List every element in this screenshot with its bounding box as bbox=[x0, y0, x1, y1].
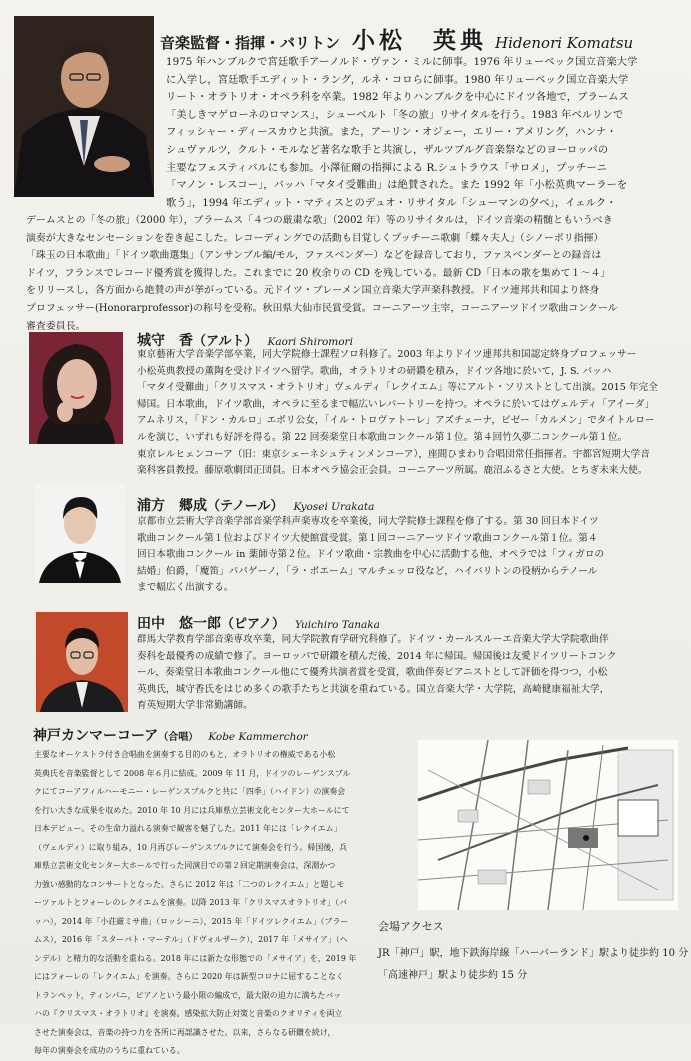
urakata-roman-name: Kyosei Urakata bbox=[293, 501, 375, 513]
venue-map bbox=[418, 740, 678, 910]
komatsu-bio-line: シュヴァルツ，クルト・モルなど著名な歌手と共演し，ザルツブルグ音楽祭などのヨーロッパの bbox=[166, 143, 609, 156]
portrait-tanaka-image bbox=[36, 612, 128, 712]
urakata-bio bbox=[137, 514, 604, 597]
shiromori-bio-line: ルを演じ，いずれも好評を得る。第 22 回奏楽堂日本歌曲コンクール第１位。第４回竹久夢二コンクール第１位。 bbox=[137, 431, 628, 443]
choir-bio-line: 日本デビュー。その生命力溢れる演奏で観客を魅了した。2011 年には「レクイエム」 bbox=[34, 824, 342, 833]
tanaka-bio-line: 奏科を最優秀の成績で修了。ヨーロッパで研鑽を積んだ後，2014 年に帰国。帰国後は友愛ドイツリートコンク bbox=[137, 650, 617, 662]
urakata-bio-line: まで幅広く出演する。 bbox=[137, 582, 234, 594]
access-line-1: JR「神戸」駅，地下鉄海岸線「ハーバーランド」駅より徒歩約 10 分 bbox=[378, 948, 689, 959]
urakata-bio-line: 歌曲コンクール第１位およびドイツ大使館賞受賞。第１回コーニアーツドイツ歌曲コンクール第１位。第４ bbox=[137, 532, 598, 544]
tanaka-part: （ピアノ） bbox=[221, 617, 285, 632]
tanaka-bio-text bbox=[137, 632, 617, 715]
choir-bio-line: 主要なオーケストラ付き合唱曲を演奏する目的のもと，オラトリオの権威である小松 bbox=[34, 750, 336, 759]
urakata-bio-line: 結婚」伯爵，「魔笛」パパゲーノ，「ラ・ボエーム」マルチェッロ役など，ハイバリトンの役柄からテノール bbox=[137, 565, 598, 577]
komatsu-bio bbox=[166, 54, 637, 212]
choir-bio-line: ムス），2016 年「スターバト・マーテル」（ドヴォルザーク），2017 年「メサイア」（ヘ bbox=[34, 935, 348, 944]
choir-bio-line: ンデル）と精力的な活動を重ねる。2018 年には新たな形態での「メサイア」を，2019 年 bbox=[34, 953, 357, 963]
komatsu-bio-line: に入学し，宮廷歌手エディット・ラング，ルネ・コロらに師事。1980 年リューベック国立音楽大学 bbox=[166, 73, 629, 86]
choir-bio-line: 毎年の演奏会を成功のうちに重ねている。 bbox=[34, 1046, 185, 1055]
portrait-urakata-image bbox=[35, 483, 125, 583]
tanaka-roman-name: Yuichiro Tanaka bbox=[294, 619, 380, 631]
komatsu-bio-line: リート・オラトリオ・オペラ科を卒業。1982 年よりハンブルクを中心にドイツ各地で，ブラームス bbox=[166, 91, 629, 104]
shiromori-bio-line: 帰国。日本歌曲，ドイツ歌曲，オペラに至るまで幅広いレパートリーを持つ。オペラに於いてはヴェルディ「アイーダ」 bbox=[137, 398, 655, 410]
tanaka-photo bbox=[36, 612, 128, 712]
choir-bio bbox=[34, 746, 356, 1061]
shiromori-bio-line: 小松英典教授の薫陶を受けドイツへ留学。歌曲，オラトリオの研鑽を積み，ドイツ各地に於いて，J. S. バッハ bbox=[137, 365, 612, 377]
komatsu-bio-line: 歌う」，1994 年エディット・マティスとのデュオ・リサイタル「シューマンの夕べ」，イェルク・ bbox=[166, 196, 617, 209]
choir-bio-line: ハの『クリスマス・オラトリオ』を演奏。感染拡大防止対策と音楽のクオリティを両立 bbox=[34, 1009, 343, 1018]
choir-bio-line: クにてコーアフィルハーモニー・レーゲンスブルクと共に「四季」（ハイドン）の演奏会 bbox=[34, 787, 346, 796]
tanaka-name: 田中 悠一郎 bbox=[137, 616, 221, 632]
komatsu-name: 小松 英典 bbox=[352, 27, 488, 54]
choir-bio-line: （ヴェルディ）に取り組み，10 月再びレーゲンスブルクにて演奏会を行う。帰国後，兵 bbox=[34, 842, 348, 852]
choir-roman-name: Kobe Kammerchor bbox=[208, 731, 308, 743]
shiromori-bio-line: 東京藝術大学音楽学部卒業，同大学院修士課程ソロ科修了。2003 年よりドイツ連邦共和国認定終身プロフェッサー bbox=[137, 349, 637, 360]
access-title: 会場アクセス bbox=[378, 920, 444, 933]
tanaka-bio bbox=[137, 632, 617, 715]
komatsu-header bbox=[160, 22, 633, 55]
choir-bio-line: 力強い感動的なコンサートとなった。さらに 2012 年は「二つのレクイエム」と題しモ bbox=[34, 879, 345, 889]
choir-bio-line: を行い大きな成果を収めた。2010 年 10 月には兵庫県立芸術文化センター大ホールにて bbox=[34, 805, 350, 815]
urakata-header bbox=[137, 495, 374, 515]
choir-bio-text bbox=[34, 746, 356, 1061]
urakata-bio-text bbox=[137, 514, 604, 597]
urakata-name: 浦方 郷成 bbox=[137, 498, 207, 514]
urakata-part: （テノール） bbox=[207, 499, 284, 514]
komatsu-bio-line: 審査委員長。 bbox=[26, 320, 86, 332]
komatsu-bio-line: 「美しきマゲローネのロマンス」，シューベルト「冬の旅」リサイタルを行う。1983 年ベルリンで bbox=[166, 108, 624, 121]
shiromori-roman-name: Kaori Shiromori bbox=[267, 336, 353, 348]
shiromori-photo bbox=[29, 332, 123, 444]
urakata-bio-line: 京都市立芸術大学音楽学部音楽学科声楽専攻を卒業後，同大学院修士課程を修了する。第 30 回日本ドイツ bbox=[137, 516, 599, 527]
komatsu-bio-line: 1975 年ハンブルクで宮廷歌手アーノルド・ヴァン・ミルに師事。1976 年リューベック国立音楽大学 bbox=[166, 56, 638, 68]
access-line-2: 「高速神戸」駅より徒歩約 15 分 bbox=[378, 970, 528, 981]
komatsu-bio-line: ドイツ，フランスでレコード優秀賞を獲得した。これまでに 20 枚余りの CD を残している。最新 CD「日本の歌を集めて１～４」 bbox=[26, 267, 611, 279]
shiromori-bio-text bbox=[137, 347, 658, 480]
choir-bio-line: 庫県立芸術文化センター大ホールで行った同演目での第２回定期演奏会は，深淵かつ bbox=[34, 861, 336, 870]
choir-bio-line: トランペット，ティンパニ，ピアノという最小限の編成で，最大限の迫力に満ちたバッ bbox=[34, 990, 342, 1000]
komatsu-bio-line: プロフェッサー(Honorarprofessor)の称号を受称。秋田県大仙市民賞受賞。コーニアーツ主宰，コーニアーツドイツ歌曲コンクール bbox=[26, 302, 618, 314]
venue-map-graphic bbox=[418, 740, 678, 910]
shiromori-part: （アルト） bbox=[193, 334, 258, 349]
komatsu-photo bbox=[14, 16, 154, 197]
choir-name: 神戸カンマーコーア bbox=[33, 728, 159, 744]
komatsu-bio-line: 演奏が大きなセンセーションを巻き起こした。レコーディングでの活動も目覚しくプッチーニ歌劇「蝶々夫人」（シノーポリ指揮） bbox=[26, 232, 604, 244]
komatsu-bio-line: フィッシャー・ディースカウと共演。また，アーリン・オジェー，エリー・アメリング，ハンナ・ bbox=[166, 126, 617, 139]
urakata-bio-line: 回日本歌曲コンクール in 薬師寺第２位。ドイツ歌曲・宗教曲を中心に活動する他，オペラでは「フィガロの bbox=[137, 549, 605, 561]
komatsu-bio-line: 主要なフェスティバルにも参加。小澤征爾の指揮による R.シュトラウス「サロメ」，プッチーニ bbox=[166, 161, 608, 174]
choir-part: （合唱） bbox=[158, 732, 199, 743]
choir-bio-line: させた演奏会は，音楽の持つ力を各所に再認識させた。以来，さらなる研鑽を続け， bbox=[34, 1027, 336, 1037]
choir-bio-line: ッハ），2014 年「小荘厳ミサ曲」（ロッシーニ），2015 年「ドイツレクイエム」（ブラー bbox=[34, 916, 349, 926]
portrait-komatsu-image bbox=[14, 16, 154, 197]
tanaka-bio-line: 群馬大学教育学部音楽専攻卒業，同大学院教育学研究科修了。ドイツ・カールスルーエ音楽大学大学院歌曲伴 bbox=[137, 634, 609, 645]
komatsu-role: 音楽監督・指揮・バリトン bbox=[160, 34, 341, 52]
komatsu-bio-full bbox=[26, 212, 618, 335]
komatsu-bio-line: 「マノン・レスコー」，バッハ「マタイ受難曲」は絶賛された。また 1992 年「小松英典マーラーを bbox=[166, 179, 628, 192]
komatsu-bio-line: をリリースし，各方面から絶賛の声が挙がっている。元ドイツ・ブレーメン国立音楽大学声楽科教授。ドイツ連邦共和国より終身 bbox=[26, 285, 600, 297]
shiromori-bio-line: 東京レルヒェンコーア（旧：東京シェーネシュティンメンコーア），座間ひまわり合唱団常任指揮者。宇都宮短期大学音 bbox=[137, 448, 650, 460]
shiromori-bio-line: 楽科客員教授。藤原歌劇団正団員。日本オペラ協会正会員。コーニアーツ所属。鹿沼ふるさと大使。とちぎ未来大使。 bbox=[137, 465, 648, 477]
tanaka-bio-line: ール，奏楽堂日本歌曲コンクール他にて優秀共演者賞を受賞，歌曲伴奏ピアニストとして評価を得つつ，小松 bbox=[137, 667, 608, 679]
choir-bio-line: ーツァルトとフォーレのレクイエムを演奏。以降 2013 年「クリスマスオラトリオ」（バ bbox=[34, 898, 348, 907]
komatsu-roman-name: Hidenori Komatsu bbox=[495, 34, 634, 52]
shiromori-name: 城守 香 bbox=[137, 333, 193, 349]
komatsu-bio-line: デームスとの「冬の旅」（2000 年），ブラームス「４つの厳粛な歌」（2002 年）等のリサイタルは，ドイツ音楽の精髄ともいうべき bbox=[26, 215, 613, 226]
tanaka-bio-line: 英典氏，城守香氏をはじめ多くの歌手たちと共演を重ねている。国立音楽大学・大学院，高崎健康福祉大学， bbox=[137, 683, 610, 695]
komatsu-bio-text bbox=[166, 54, 637, 212]
choir-bio-line: 英典氏を音楽監督として 2008 年６月に結成。2009 年 11 月，ドイツのレーゲンスブル bbox=[34, 768, 351, 778]
shiromori-bio-line: アムネリス，「ドン・カルロ」エボリ公女，「イル・トロヴァトーレ」アズチェーナ，ビゼー「カルメン」でタイトルロー bbox=[137, 415, 655, 427]
tanaka-header bbox=[137, 613, 380, 633]
komatsu-bio-text-full bbox=[26, 212, 618, 335]
urakata-photo bbox=[35, 483, 125, 583]
choir-header bbox=[33, 725, 308, 745]
shiromori-bio-line: 「マタイ受難曲」「クリスマス・オラトリオ」ヴェルディ「レクイエム」等にアルト・ソリストとして出演。2015 年完全 bbox=[137, 382, 658, 394]
shiromori-bio bbox=[137, 347, 658, 480]
portrait-shiromori-image bbox=[29, 332, 123, 444]
tanaka-bio-line: 育英短期大学非常勤講師。 bbox=[137, 700, 253, 712]
komatsu-bio-line: 「珠玉の日本歌曲」「ドイツ歌曲選集」（アンサンブル編/モル，ファスベンダー）などを録音しており，ファスベンダーとの録音は bbox=[26, 250, 602, 262]
choir-bio-line: にはフォーレの「レクイエム」を演奏。さらに 2020 年は新型コロナに屈することなく bbox=[34, 972, 344, 981]
